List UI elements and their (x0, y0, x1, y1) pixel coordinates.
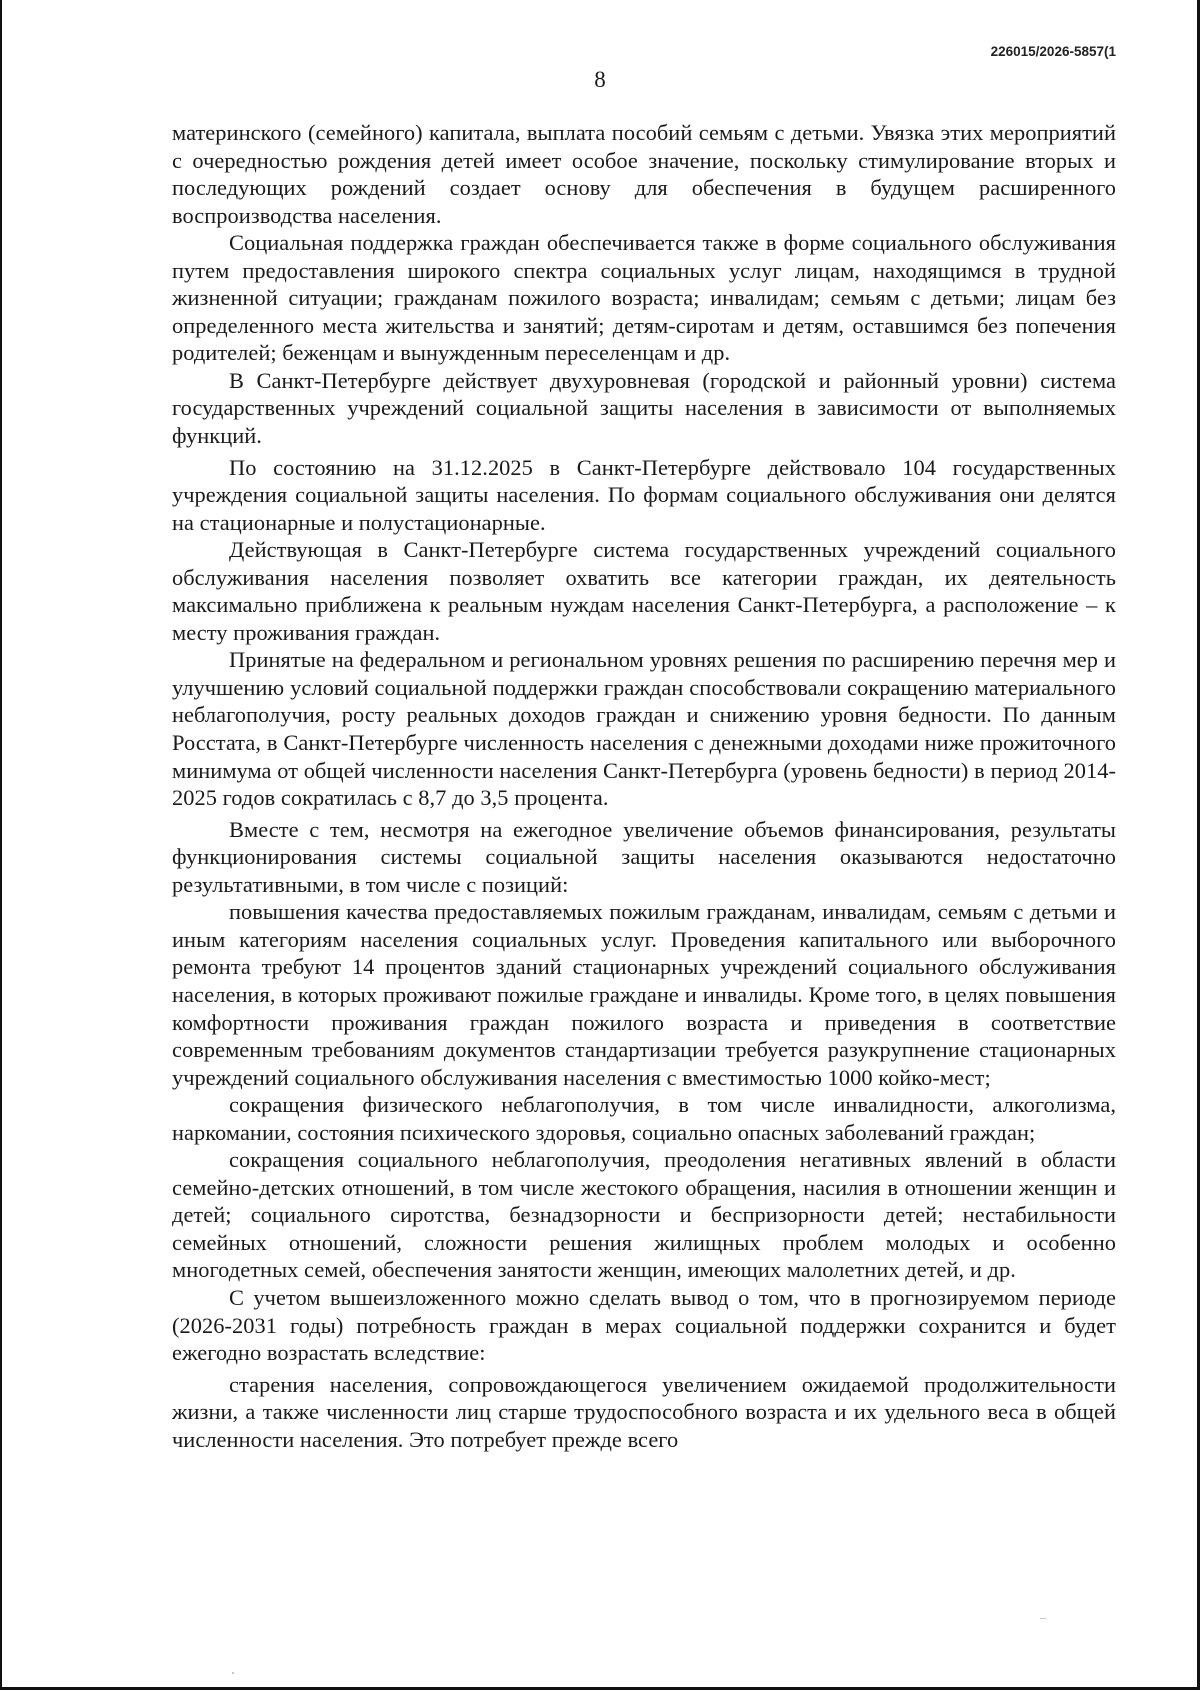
paragraph: старения населения, сопровождающегося увеличением ожидаемой продолжительности жизни, а также численности лиц старше трудоспособного возраста и их удельного веса в общей численности населения. Это потребует прежде всего (172, 1371, 1116, 1452)
paragraph: материнского (семейного) капитала, выплата пособий семьям с детьми. Увязка этих мероприятий с очередностью рождения детей имеет особое значение, поскольку стимулирование вторых и последующих рождений создает основу для обеспечения в будущем расширенного воспроизводства населения. (172, 120, 1116, 228)
paragraph: Социальная поддержка граждан обеспечивается также в форме социального обслуживания путем предоставления широкого спектра социальных услуг лицам, находящимся в трудной жизненной ситуации; гражданам пожилого возраста; инвалидам; семьям с детьми; лицам без определенного места жительства и занятий; детям-сиротам и детям, оставшимся без попечения родителей; беженцам и вынужденным переселенцам и др. (172, 230, 1116, 366)
page-number: 8 (594, 67, 606, 92)
scan-speck (232, 1672, 234, 1674)
scan-speck (1040, 1618, 1046, 1619)
paragraph: Действующая в Санкт-Петербурге система государственных учреждений социального обслуживания населения позволяет охватить все категории граждан, их деятельность максимально приближена к реальным нуждам населения Санкт-Петербурга, а расположение – к месту проживания граждан. (172, 537, 1116, 645)
paragraph: С учетом вышеизложенного можно сделать вывод о том, что в прогнозируемом периоде (2026-2031 годы) потребность граждан в мерах социальной поддержки сохранится и будет ежегодно возрастать вследствие: (172, 1284, 1116, 1366)
paragraph: сокращения социального неблагополучия, преодоления негативных явлений в области семейно-детских отношений, в том числе жестокого обращения, насилия в отношении женщин и детей; социального сиротства, безнадзорности и беспризорности детей; нестабильности семейных отношений, сложности решения жилищных проблем молодых и особенно многодетных семей, обеспечения занятости женщин, имеющих малолетних детей, и др. (172, 1147, 1116, 1283)
scan-border-left (0, 0, 2, 1690)
paragraph: повышения качества предоставляемых пожилым гражданам, инвалидам, семьям с детьми и иным категориям населения социальных услуг. Проведения капитального или выборочного ремонта требуют 14 процентов зданий стационарных учреждений социального обслуживания населения, в которых проживают пожилые граждане и инвалиды. Кроме того, в целях повышения комфортности проживания граждан пожилого возраста и приведения в соответствие современным требованиям документов стандартизации требуется разукрупнение стационарных учреждений социального обслуживания населения с вместимостью 1000 койко-мест; (172, 899, 1116, 1090)
paragraph: Принятые на федеральном и региональном уровнях решения по расширению перечня мер и улучшению условий социальной поддержки граждан способствовали сокращению материального неблагополучия, росту реальных доходов граждан и снижению уровня бедности. По данным Росстата, в Санкт-Петербурге численность населения с денежными доходами ниже прожиточного минимума от общей численности населения Санкт-Петербурга (уровень бедности) в период 2014-2025 годов сократилась с 8,7 до 3,5 процента. (172, 647, 1116, 811)
document-registration-number: 226015/2026-5857(1 (990, 44, 1116, 59)
paragraph: В Санкт-Петербурге действует двухуровневая (городской и районный уровни) система государственных учреждений социальной защиты населения в зависимости от выполняемых функций. (172, 367, 1116, 449)
document-body (172, 119, 1116, 1453)
paragraph: По состоянию на 31.12.2025 в Санкт-Петербурге действовало 104 государственных учреждения социальной защиты населения. По формам социального обслуживания они делятся на стационарные и полустационарные. (172, 454, 1116, 535)
paragraph: Вместе с тем, несмотря на ежегодное увеличение объемов финансирования, результаты функционирования системы социальной защиты населения оказываются недостаточно результативными, в том числе с позиций: (172, 816, 1116, 897)
paragraph: сокращения физического неблагополучия, в том числе инвалидности, алкоголизма, наркомании, состояния психического здоровья, социально опасных заболеваний граждан; (172, 1092, 1116, 1145)
